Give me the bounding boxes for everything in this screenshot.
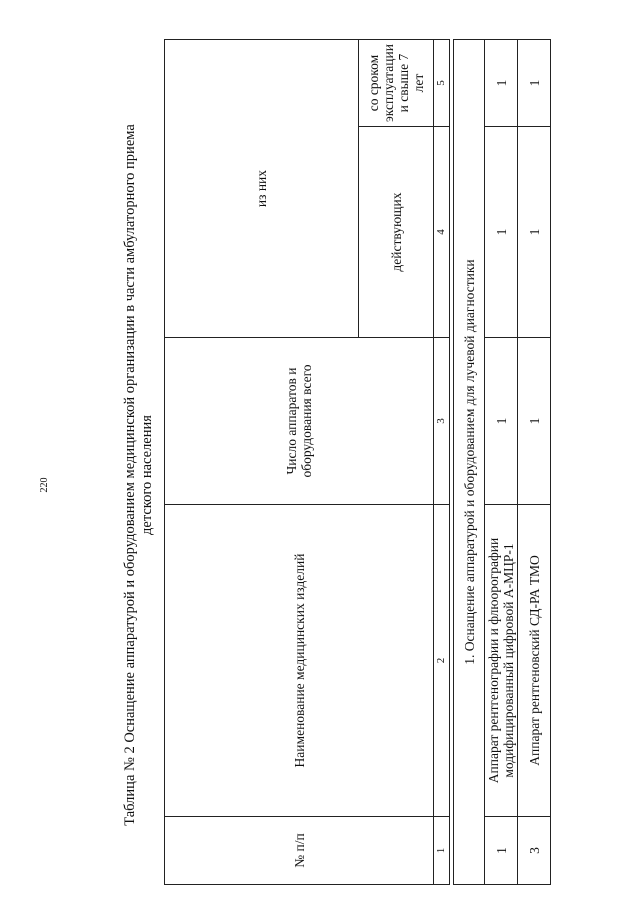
header-num: № п/п [165, 817, 434, 885]
row-over7: 1 [485, 40, 518, 127]
table-row [485, 40, 518, 885]
column-number: 4 [434, 127, 450, 338]
header-row-1 [165, 40, 359, 885]
table-title-line1: Таблица № 2 Оснащение аппаратурой и оборудованием медицинской организации в части амбулаторного приема [122, 124, 138, 826]
row-total: 1 [518, 338, 551, 505]
row-name: Аппарат рентгенографии и флюорографии модифицированный цифровой А-МЦР-1 [485, 505, 518, 817]
column-number: 1 [434, 817, 450, 885]
table-title [122, 95, 156, 855]
header-of-them: из них [165, 40, 359, 338]
column-number: 3 [434, 338, 450, 505]
header-active: действующих [359, 127, 434, 338]
column-numbers-row [434, 40, 450, 885]
row-active: 1 [485, 127, 518, 338]
row-active: 1 [518, 127, 551, 338]
table-row [518, 40, 551, 885]
column-number: 5 [434, 40, 450, 127]
section-row [454, 40, 485, 885]
header-total: Число аппаратов и оборудования всего [165, 338, 434, 505]
row-over7: 1 [518, 40, 551, 127]
row-name: Аппарат рентгеновский СД-РА ТМО [518, 505, 551, 817]
header-over7: со сроком эксплуатации и свыше 7 лет [359, 40, 434, 127]
column-number: 2 [434, 505, 450, 817]
row-num: 3 [518, 817, 551, 885]
table-title-line2: детского населения [139, 415, 155, 535]
page-number: 220 [39, 477, 50, 493]
row-num: 1 [485, 817, 518, 885]
section-title: 1. Оснащение аппаратурой и оборудованием для лучевой диагностики [454, 40, 485, 885]
equipment-table [164, 39, 551, 885]
row-total: 1 [485, 338, 518, 505]
header-name: Наименование медицинских изделий [165, 505, 434, 817]
